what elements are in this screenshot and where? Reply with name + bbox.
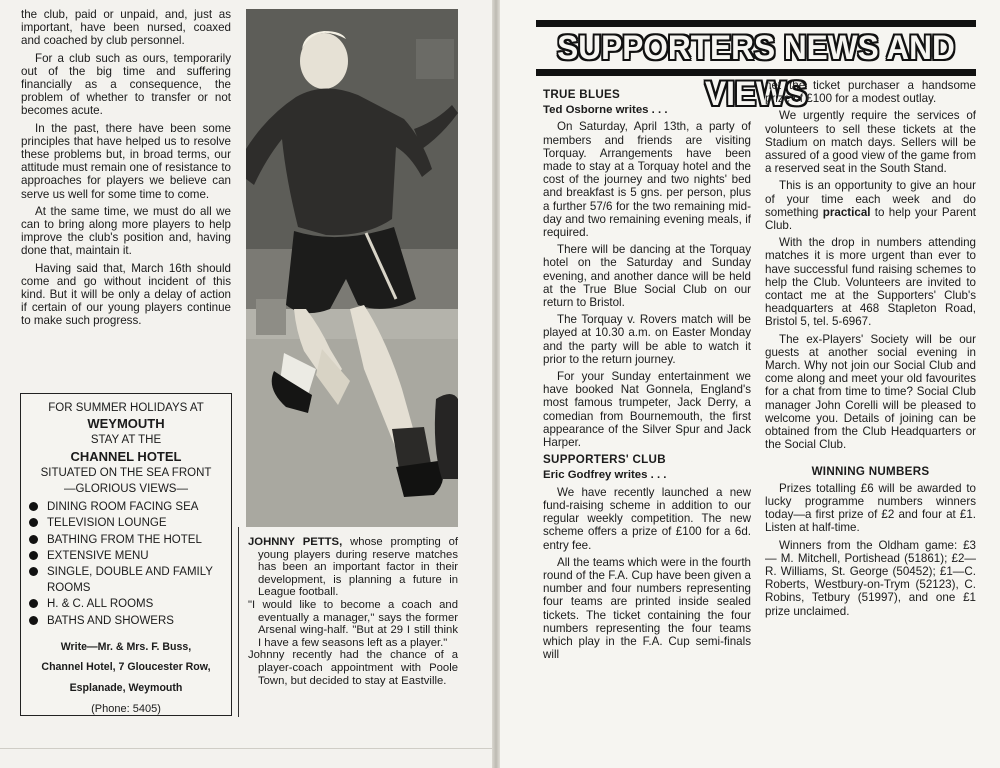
bullet-icon: [29, 535, 38, 544]
divider: [0, 748, 492, 749]
article-column-right-1: [543, 86, 751, 665]
ad-feature-item: SINGLE, DOUBLE AND FAMILY ROOMS: [27, 564, 227, 596]
ad-town: WEYMOUTH: [87, 416, 165, 432]
ad-line: —GLORIOUS VIEWS—: [64, 483, 188, 496]
hotel-advertisement: [20, 393, 232, 716]
caption-paragraph: JOHNNY PETTS, whose prompting of young players during reserve matches has been an important factor in their development, is planning a future in League football.: [248, 536, 459, 599]
section-heading: SUPPORTERS' CLUB: [543, 453, 666, 467]
ad-line: FOR SUMMER HOLIDAYS AT: [48, 402, 204, 414]
article-column-left: [21, 8, 231, 332]
right-page: [500, 0, 1000, 768]
bullet-icon: [29, 518, 38, 527]
footballer-illustration: [246, 9, 458, 527]
article-paragraph: All the teams which were in the fourth round of the F.A. Cup have been given a number and four numbers representing four teams are printed inside sealed tickets. The ticket containing the four numbers representing the four teams which play in the F.A. Cup semi-finals will: [543, 555, 751, 662]
ad-contact-line: Esplanade, Weymouth: [69, 681, 183, 694]
ad-feature-item: TELEVISION LOUNGE: [27, 515, 227, 531]
left-page: [0, 0, 492, 768]
masthead-title: SUPPORTERS NEWS AND VIEWS: [557, 29, 955, 113]
article-paragraph: net the ticket purchaser a handsome prize of £100 for a modest outlay.: [765, 79, 976, 106]
article-paragraph: There will be dancing at the Torquay hotel on the Saturday and Sunday evening, and another dance will be held at the True Blue Social Club on our return to Bristol.: [543, 243, 751, 310]
section-heading: TRUE BLUES: [543, 88, 621, 101]
article-column-right-2: [765, 79, 976, 622]
article-paragraph: Prizes totalling £6 will be awarded to lucky programme numbers winners today—a first prize of £2 and four at £1. Listen at half-time.: [765, 481, 976, 535]
article-paragraph: In the past, there have been some principles that have helped us to resolve these problems but, in broad terms, our attitude must remain one of resistance to approaches for players we believe can serve us well for some time to come.: [21, 121, 231, 201]
article-paragraph: the club, paid or unpaid, and, just as important, have been nursed, coaxed and coached by club personnel.: [21, 8, 231, 48]
ad-phone: (Phone: 5405): [91, 703, 161, 716]
ad-feature-item: H. & C. ALL ROOMS: [27, 596, 227, 612]
caption-paragraph: Johnny recently had the chance of a player-coach appointment with Poole Town, but decided to stay at Eastville.: [248, 649, 458, 687]
article-paragraph: This is an opportunity to give an hour of your time each week and do something practical to help your Parent Club.: [765, 179, 976, 233]
article-paragraph: The ex-Players' Society will be our guests at another social evening in March. Why not join our Social Club and come along and meet your old favourites for a chat from time to time? Social Club manager John Corelli will be pleased to welcome you. Details of joining can be obtained from the Club Headquarters or the Social Club.: [765, 332, 976, 452]
article-paragraph: For a club such as ours, temporarily out of the big time and suffering financially as a consequence, the problem of whether to transfer or not becomes acute.: [21, 51, 231, 118]
ad-line: STAY AT THE: [90, 434, 162, 447]
ad-contact-line: Channel Hotel, 7 Gloucester Row,: [41, 661, 211, 674]
section-heading: WINNING NUMBERS: [811, 465, 930, 479]
article-paragraph: Having said that, March 16th should come and go without incident of this kind. But it will be only a delay of action if certain of our young players continue to make such progress.: [21, 261, 231, 328]
caption-paragraph: "I would like to become a coach and eventually a manager," says the former Arsenal wing-half. "But at 29 I still think I have a few seasons left as a player.": [248, 598, 458, 649]
article-paragraph: At the same time, we must do all we can to bring along more players to help improve the club's position and, having done that, maintain it.: [21, 204, 231, 258]
byline: Ted Osborne writes . . .: [543, 104, 668, 117]
ad-feature-item: DINING ROOM FACING SEA: [27, 499, 227, 515]
ad-feature-item: BATHING FROM THE HOTEL: [27, 532, 227, 548]
ad-line: SITUATED ON THE SEA FRONT: [40, 466, 212, 479]
ad-contact: [25, 637, 227, 699]
article-paragraph: For your Sunday entertainment we have booked Nat Gonnela, England's most famous trumpeter, Jack Derry, a comedian from Bournemouth, the first appearance of the Silver Spur and Jack Harper.: [543, 370, 751, 450]
caption-name: JOHNNY PETTS,: [248, 536, 343, 548]
bullet-icon: [29, 616, 38, 625]
article-paragraph: We urgently require the services of volunteers to sell these tickets at the Stadium on match days. Sellers will be assured of a good view of the game from a reserved seat in the South Stand.: [765, 109, 976, 176]
ad-feature-list: [25, 499, 227, 629]
divider: [238, 527, 239, 717]
bullet-icon: [29, 599, 38, 608]
article-paragraph: The Torquay v. Rovers match will be played at 10.30 a.m. on Easter Monday and the party will be able to watch it prior to the return journey.: [543, 313, 751, 366]
article-paragraph: We have recently launched a new fund-raising scheme in addition to our regular weekly competition. The new scheme offers a prize of £100 for a 6d. entry fee.: [543, 485, 751, 552]
byline: Eric Godfrey writes . . .: [543, 469, 667, 482]
ad-contact-line: Write—Mr. & Mrs. F. Buss,: [60, 640, 192, 653]
article-paragraph: Winners from the Oldham game: £3 — M. Mitchell, Portishead (51861); £2—R. Williams, St. George (50452); £1—C. Roberts, Westbury-on-Trym (52123), C. Robins, Tetbury (51997), and one £1 prize unclaimed.: [765, 538, 976, 618]
player-photo: [246, 9, 458, 527]
photo-caption: [248, 536, 458, 687]
bullet-icon: [29, 551, 38, 560]
bullet-icon: [29, 502, 38, 511]
ad-feature-item: EXTENSIVE MENU: [27, 548, 227, 564]
article-paragraph: On Saturday, April 13th, a party of members and friends are visiting Torquay. Arrangements have been made to stay at a Torquay hotel and the cost of the journey and two nights' bed and breakfast is 5 gns. per person, plus a further 57/6 for the two remaining mid-day and two remaining evening meals, if required.: [543, 120, 751, 240]
bullet-icon: [29, 567, 38, 576]
ad-hotel-name: CHANNEL HOTEL: [70, 448, 182, 464]
article-paragraph: With the drop in numbers attending matches it is more urgent than ever to have successful fund raising schemes to help the Club. Volunteers are invited to contact me at the Supporters' Club's headquarters at 468 Stapleton Road, Bristol 5, tel. 5-6967.: [765, 236, 976, 329]
page-spine: [492, 0, 500, 768]
ad-feature-item: BATHS AND SHOWERS: [27, 613, 227, 629]
